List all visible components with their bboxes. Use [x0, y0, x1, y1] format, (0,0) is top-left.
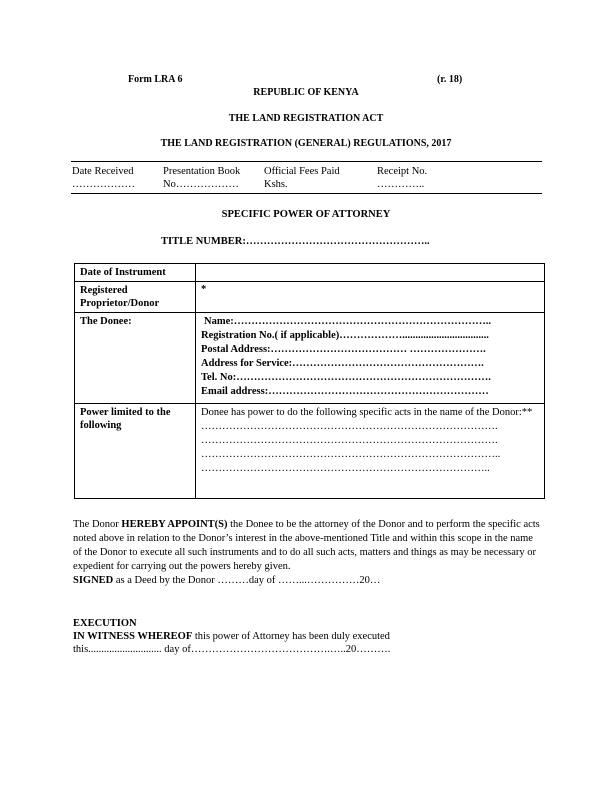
donee-registration-field[interactable]: Registration No.( if applicable)………………................................. — [201, 330, 489, 341]
donee-tel-field[interactable]: Tel. No:………………………………………………………………. — [201, 372, 491, 383]
date-of-instrument-value[interactable] — [196, 264, 545, 282]
execution-date-field[interactable]: this............................ day of………………………………….…..20………. — [73, 644, 391, 655]
date-of-instrument-label: Date of Instrument — [75, 264, 196, 282]
official-fees-label: Official Fees Paid — [264, 166, 340, 177]
table-row — [75, 313, 545, 404]
date-received-field[interactable] — [72, 165, 135, 191]
act-heading: THE LAND REGISTRATION ACT — [228, 113, 384, 124]
registered-proprietor-value[interactable]: * — [196, 282, 545, 313]
date-received-label: Date Received — [72, 166, 134, 177]
regulations-heading: THE LAND REGISTRATION (GENERAL) REGULATIONS, 2017 — [160, 138, 452, 149]
execution-heading: EXECUTION — [73, 618, 137, 629]
table-row — [75, 264, 545, 282]
republic-heading: REPUBLIC OF KENYA — [253, 87, 359, 98]
witness-line — [73, 631, 390, 642]
power-limited-label: Power limited to the following — [75, 404, 196, 499]
bottom-rule — [71, 193, 542, 194]
power-limited-text: Donee has power to do the following specific acts in the name of the Donor:** — [201, 407, 533, 418]
donee-name-field[interactable]: Name:……………………………………………………………….. — [204, 316, 491, 327]
top-rule — [71, 161, 542, 162]
power-line[interactable]: ………………………………………………………………………….. — [201, 449, 501, 460]
official-fees-value: Kshs. — [264, 179, 288, 190]
rule-reference: (r. 18) — [437, 74, 463, 85]
donee-details[interactable] — [196, 313, 545, 404]
receipt-no-label: Receipt No. — [377, 166, 428, 177]
appointment-paragraph — [73, 518, 543, 588]
signed-deed-text[interactable]: as a Deed by the Donor ………day of ……...……………20… — [113, 575, 381, 586]
power-line[interactable]: …………………………………………………………………………. — [201, 421, 498, 432]
title-number-field[interactable]: TITLE NUMBER:…………………………………………….. — [161, 236, 430, 247]
power-line[interactable]: ……………………………………………………………………….. — [201, 463, 490, 474]
donee-email-field[interactable]: Email address:……………………………………………………… — [201, 386, 489, 397]
hereby-appoint-text: HEREBY APPOINT(S) — [121, 519, 228, 530]
document-title: SPECIFIC POWER OF ATTORNEY — [221, 209, 391, 220]
registered-proprietor-label: Registered Proprietor/Donor — [75, 282, 196, 313]
power-line[interactable]: …………………………………………………………………………. — [201, 435, 498, 446]
power-limited-details[interactable] — [196, 404, 545, 499]
donee-service-address-field[interactable]: Address for Service:………………………………………………. — [201, 358, 484, 369]
appointment-text-body: the Donee to be the attorney of the Donor and to perform the specific acts noted above in relation to the Donor’s interest in the above-mentioned Title and within this scope in the name of the Donor to execute all such instruments and to do all such acts, matters and things as may be necessary or expedient for carrying out the powers hereby given. — [73, 519, 540, 572]
presentation-book-value: No……………… — [163, 179, 239, 190]
appointment-text-start: The Donor — [73, 519, 122, 530]
table-row — [75, 404, 545, 499]
presentation-book-field[interactable] — [163, 165, 240, 191]
attorney-details-table — [74, 263, 545, 499]
signed-label: SIGNED — [73, 575, 114, 586]
receipt-no-value: ………….. — [377, 179, 425, 190]
table-row — [75, 282, 545, 313]
witness-text: this power of Attorney has been duly executed — [192, 631, 390, 642]
donee-label: The Donee: — [75, 313, 196, 404]
donee-postal-field[interactable]: Postal Address:………………………………… …………………. — [201, 344, 486, 355]
official-fees-field[interactable] — [264, 165, 340, 191]
presentation-book-label: Presentation Book — [163, 166, 241, 177]
form-number: Form LRA 6 — [128, 74, 183, 85]
receipt-no-field[interactable] — [377, 165, 427, 191]
date-received-value: ……………… — [72, 179, 135, 190]
in-witness-whereof-text: IN WITNESS WHEREOF — [73, 631, 193, 642]
